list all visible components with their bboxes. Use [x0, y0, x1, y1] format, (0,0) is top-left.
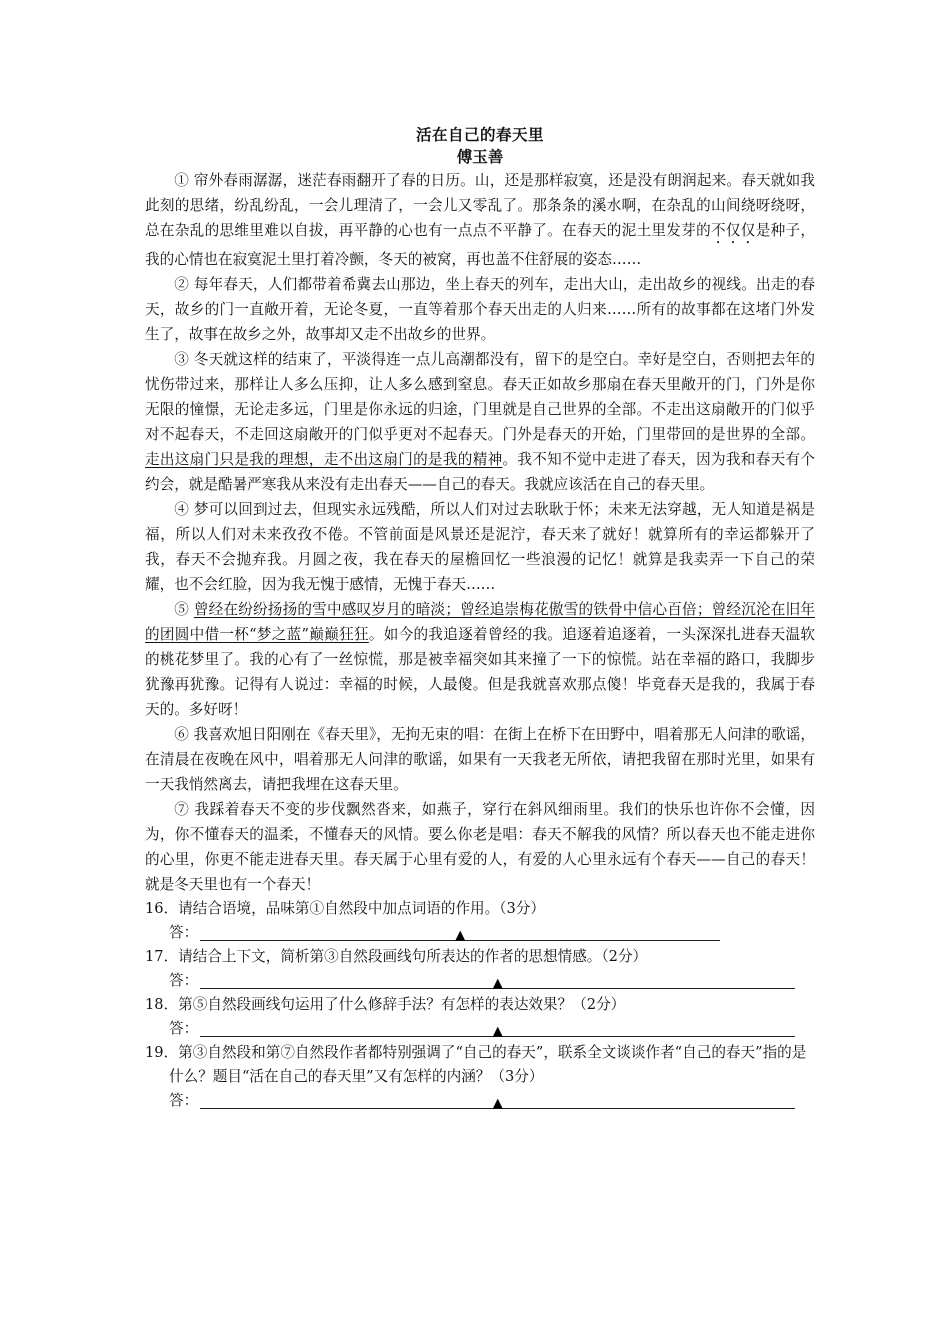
paragraph-1 [145, 168, 815, 272]
question-text: 19．第③自然段和第⑦自然段作者都特别强调了“自己的春天”，联系全文谈谈作者“自己的春天”指的是什么？题目“活在自己的春天里”又有怎样的内涵？（3分） [145, 1044, 807, 1085]
paragraph-2: ② 每年春天，人们都带着希冀去山那边，坐上春天的列车，走出大山，走出故乡的视线。出走的春天，故乡的门一直敞开着，无论冬夏，一直等着那个春天出走的人归来……所有的故事都在这堵门外发生了，故事在故乡之外，故事却又走不出故乡的世界。 [145, 276, 815, 343]
answer-row [145, 969, 815, 993]
answer-label: 答： [169, 972, 199, 989]
paragraph-5-number: ⑤ [174, 601, 194, 618]
underlined-sentence-3: 走出这扇门只是我的理想，走不出这扇门的是我的精神 [145, 451, 503, 468]
article-author: 傅玉善 [456, 148, 504, 166]
answer-label: 答： [169, 1020, 199, 1037]
answer-line[interactable] [200, 1094, 795, 1109]
answer-row [145, 1089, 815, 1113]
answer-label: 答： [169, 924, 199, 941]
paragraph-1-text-b: 是种子，我的心情也在寂寞泥土里打着冷颤，冬天的被窝，再也盖不住舒展的姿态…… [145, 222, 815, 268]
answer-line[interactable] [200, 974, 795, 989]
answer-line[interactable] [200, 1022, 795, 1037]
paragraph-4: ④ 梦可以回到过去，但现实永远残酷，所以人们对过去耿耿于怀；未来无法穿越，无人知道是祸是福，所以人们对未来孜孜不倦。不管前面是风景还是泥泞，春天来了就好！就算所有的幸运都躲开了我，春天不会抛弃我。月圆之夜，我在春天的屋檐回忆一些浪漫的记忆！就算是我卖弄一下自己的荣耀，也不会红脸，因为我无愧于感情，无愧于春天…… [145, 501, 815, 593]
underlined-sentence-5: 曾经在纷纷扬扬的雪中感叹岁月的暗淡；曾经追崇梅花傲雪的铁骨中信心百倍；曾经沉沦在旧年的团圆中借一杯“梦之蓝”巅巅狂狂 [145, 601, 815, 643]
question-16 [145, 897, 815, 945]
paragraph-1-text-a: ① 帘外春雨潺潺，迷茫春雨翻开了春的日历。山，还是那样寂寞，还是没有朗润起来。春天就如我此刻的思绪，纷乱纷乱，一会儿理清了，一会儿又零乱了。那条条的溪水啊，在杂乱的山间绕呀绕呀，总在杂乱的思维里难以自拔，再平静的心也有一点点不平静了。在春天的泥土里发芽的 [145, 172, 815, 239]
article-title: 活在自己的春天里 [415, 126, 544, 144]
paragraph-5 [145, 597, 815, 722]
triangle-marker-icon: ▲ [492, 1096, 503, 1111]
triangle-marker-icon: ▲ [455, 928, 466, 943]
question-18 [145, 993, 815, 1041]
answer-row [145, 921, 815, 945]
question-17 [145, 945, 815, 993]
paragraph-3 [145, 347, 815, 497]
question-19 [145, 1041, 815, 1113]
paragraph-3-text-b: 。我不知不觉中走进了春天，因为我和春天有个约会，就是酷暑严寒我从来没有走出春天——自己的春天。我就应该活在自己的春天里。 [145, 451, 815, 493]
question-text: 17．请结合上下文，简析第③自然段画线句所表达的作者的思想情感。（2分） [145, 948, 648, 965]
question-text: 16．请结合语境，品味第①自然段中加点词语的作用。（3分） [145, 900, 545, 917]
dotted-word: 不仅仅 [711, 222, 756, 239]
paragraph-6: ⑥ 我喜欢旭日阳刚在《春天里》，无拘无束的唱：在街上在桥下在田野中，唱着那无人问津的歌谣，在清晨在夜晚在风中，唱着那无人问津的歌谣，如果有一天我老无所依，请把我留在那时光里，如果有一天我悄然离去，请把我埋在这春天里。 [145, 726, 815, 793]
answer-row [145, 1017, 815, 1041]
paragraph-3-text-a: ③ 冬天就这样的结束了，平淡得连一点儿高潮都没有，留下的是空白。幸好是空白，否则把去年的忧伤带过来，那样让人多么压抑，让人多么感到窒息。春天正如故乡那扇在春天里敞开的门，门外是你无限的憧憬，无论走多远，门里是你永远的归途，门里就是自己世界的全部。不走出这扇敞开的门似乎对不起春天，不走回这扇敞开的门似乎更对不起春天。门外是春天的开始，门里带回的是世界的全部。 [145, 351, 815, 443]
exam-page [145, 124, 815, 1113]
question-text: 18．第⑤自然段画线句运用了什么修辞手法？有怎样的表达效果？（2分） [145, 996, 626, 1013]
triangle-marker-icon: ▲ [492, 1024, 503, 1039]
paragraph-7: ⑦ 我踩着春天不变的步伐飘然沓来，如燕子，穿行在斜风细雨里。我们的快乐也许你不会懂，因为，你不懂春天的温柔，不懂春天的风情。要么你老是唱：春天不解我的风情？所以春天也不能走进你的心里，你更不能走进春天里。春天属于心里有爱的人，有爱的人心里永远有个春天——自己的春天！就是冬天里也有一个春天！ [145, 801, 815, 893]
answer-label: 答： [169, 1092, 199, 1109]
paragraph-5-text-b: 。如今的我追逐着曾经的我。追逐着追逐着，一头深深扎进春天温软的桃花梦里了。我的心有了一丝惊慌，那是被幸福突如其来撞了一下的惊慌。站在幸福的路口，我脚步犹豫再犹豫。记得有人说过：幸福的时候，人最傻。但是我就喜欢那点傻！毕竟春天是我的，我属于春天的。多好呀！ [145, 626, 815, 718]
triangle-marker-icon: ▲ [492, 976, 503, 991]
answer-line[interactable] [200, 926, 720, 941]
